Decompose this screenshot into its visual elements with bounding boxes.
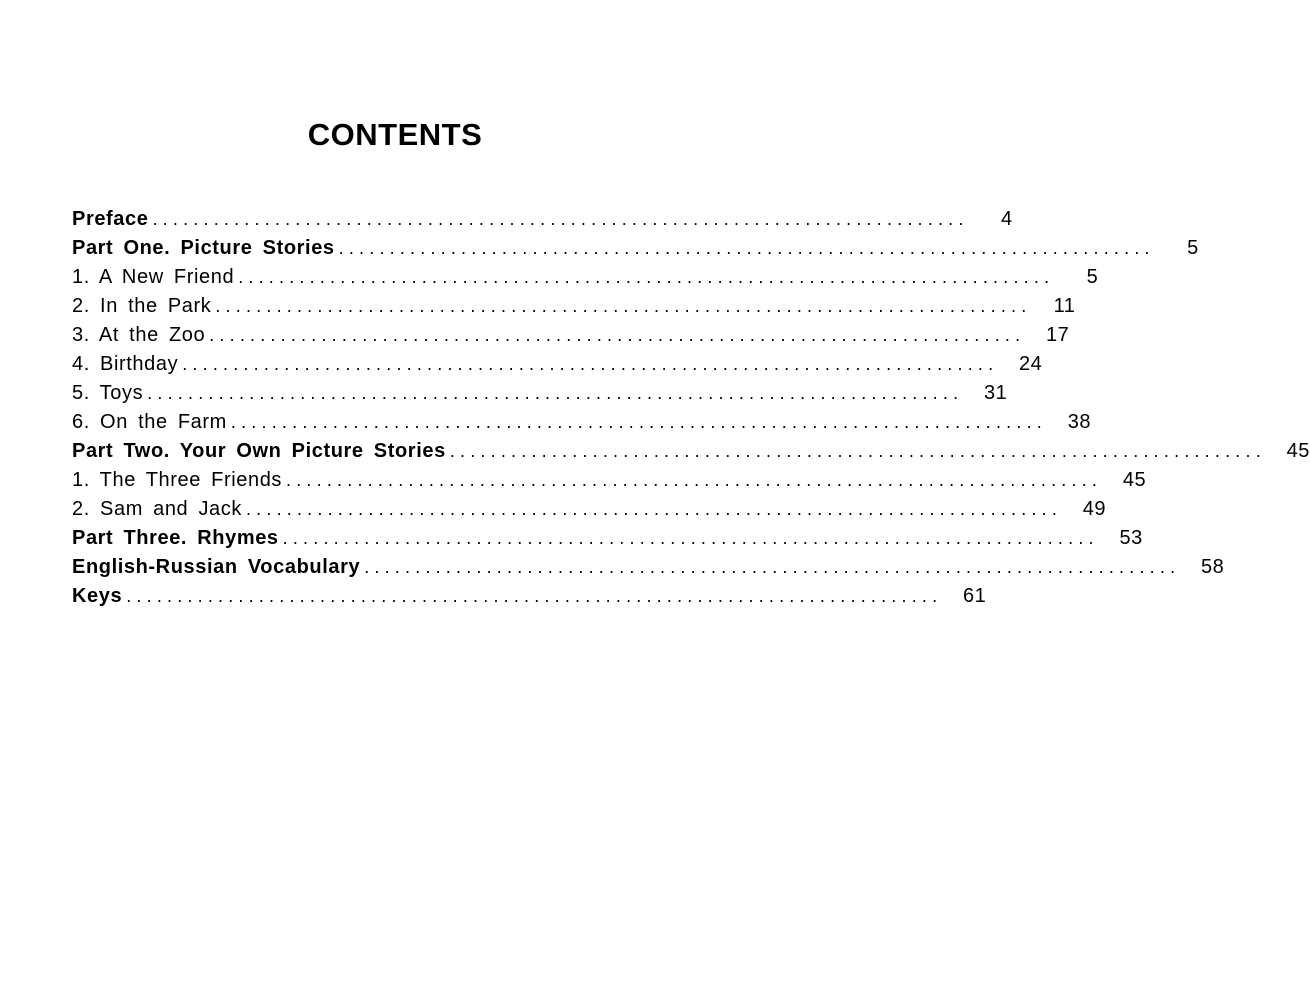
toc-entry-label: 1. A New Friend bbox=[72, 266, 235, 288]
toc-entry-label: Preface bbox=[72, 208, 149, 230]
toc-entry-label: Keys bbox=[72, 585, 123, 607]
page-title: CONTENTS bbox=[307, 117, 483, 152]
toc-entry-page: 5 bbox=[1187, 237, 1199, 259]
dot-leader: ................................................................................ bbox=[182, 354, 999, 374]
toc-entry[interactable] bbox=[72, 408, 1091, 437]
toc-entry-label: 6. On the Farm bbox=[72, 411, 227, 433]
dot-leader: ................................................................................ bbox=[282, 528, 1099, 548]
toc-entry-label: 2. In the Park bbox=[72, 295, 212, 317]
dot-leader: ................................................................................ bbox=[286, 470, 1103, 490]
dot-leader: ................................................................................ bbox=[215, 296, 1032, 316]
toc-entry[interactable] bbox=[72, 292, 1076, 321]
toc-entry-label: Part Three. Rhymes bbox=[72, 527, 279, 549]
toc-entry-page: 45 bbox=[1122, 469, 1147, 491]
table-of-contents bbox=[72, 205, 1310, 611]
toc-entry-page: 11 bbox=[1053, 295, 1076, 317]
toc-entry[interactable] bbox=[72, 524, 1143, 553]
toc-entry-page: 53 bbox=[1119, 527, 1143, 549]
dot-leader: ................................................................................ bbox=[245, 499, 1063, 519]
toc-entry[interactable] bbox=[72, 263, 1099, 292]
toc-entry-page: 49 bbox=[1082, 498, 1107, 520]
toc-entry-page: 61 bbox=[963, 585, 987, 607]
toc-entry-page: 31 bbox=[984, 382, 1008, 404]
toc-entry[interactable] bbox=[72, 234, 1199, 263]
toc-entry-page: 58 bbox=[1201, 556, 1225, 578]
toc-entry-label: 1. The Three Friends bbox=[72, 469, 283, 491]
toc-entry-page: 38 bbox=[1067, 411, 1091, 433]
dot-leader: ................................................................................ bbox=[209, 325, 1026, 345]
dot-leader: ................................................................................ bbox=[238, 267, 1055, 287]
toc-entry-label: 3. At the Zoo bbox=[72, 324, 206, 346]
dot-leader: ................................................................................ bbox=[364, 557, 1181, 577]
toc-entry[interactable] bbox=[72, 466, 1147, 495]
toc-entry[interactable] bbox=[72, 553, 1225, 582]
toc-entry-page: 45 bbox=[1286, 440, 1310, 462]
toc-entry-page: 17 bbox=[1046, 324, 1070, 346]
toc-entry-label: English-Russian Vocabulary bbox=[72, 556, 361, 578]
toc-entry[interactable] bbox=[72, 437, 1310, 466]
toc-entry-page: 5 bbox=[1086, 266, 1099, 288]
toc-entry[interactable] bbox=[72, 379, 1008, 408]
toc-entry-label: 5. Toys bbox=[72, 382, 144, 404]
toc-entry[interactable] bbox=[72, 495, 1107, 524]
toc-entry[interactable] bbox=[72, 350, 1043, 379]
toc-entry-label: 4. Birthday bbox=[72, 353, 179, 375]
dot-leader: ................................................................................ bbox=[152, 209, 969, 229]
dot-leader: ................................................................................ bbox=[338, 238, 1155, 258]
toc-entry[interactable] bbox=[72, 321, 1070, 350]
toc-entry-label: Part Two. Your Own Picture Stories bbox=[72, 440, 446, 462]
dot-leader: ................................................................................ bbox=[230, 412, 1047, 432]
toc-entry-label: 2. Sam and Jack bbox=[72, 498, 242, 520]
dot-leader: ................................................................................ bbox=[126, 586, 943, 606]
toc-entry-page: 4 bbox=[1000, 208, 1013, 230]
toc-entry[interactable] bbox=[72, 205, 1013, 234]
toc-entry[interactable] bbox=[72, 582, 987, 611]
dot-leader: ................................................................................ bbox=[449, 441, 1266, 461]
toc-entry-label: Part One. Picture Stories bbox=[72, 237, 335, 259]
dot-leader: ................................................................................ bbox=[147, 383, 964, 403]
toc-entry-page: 24 bbox=[1019, 353, 1043, 375]
